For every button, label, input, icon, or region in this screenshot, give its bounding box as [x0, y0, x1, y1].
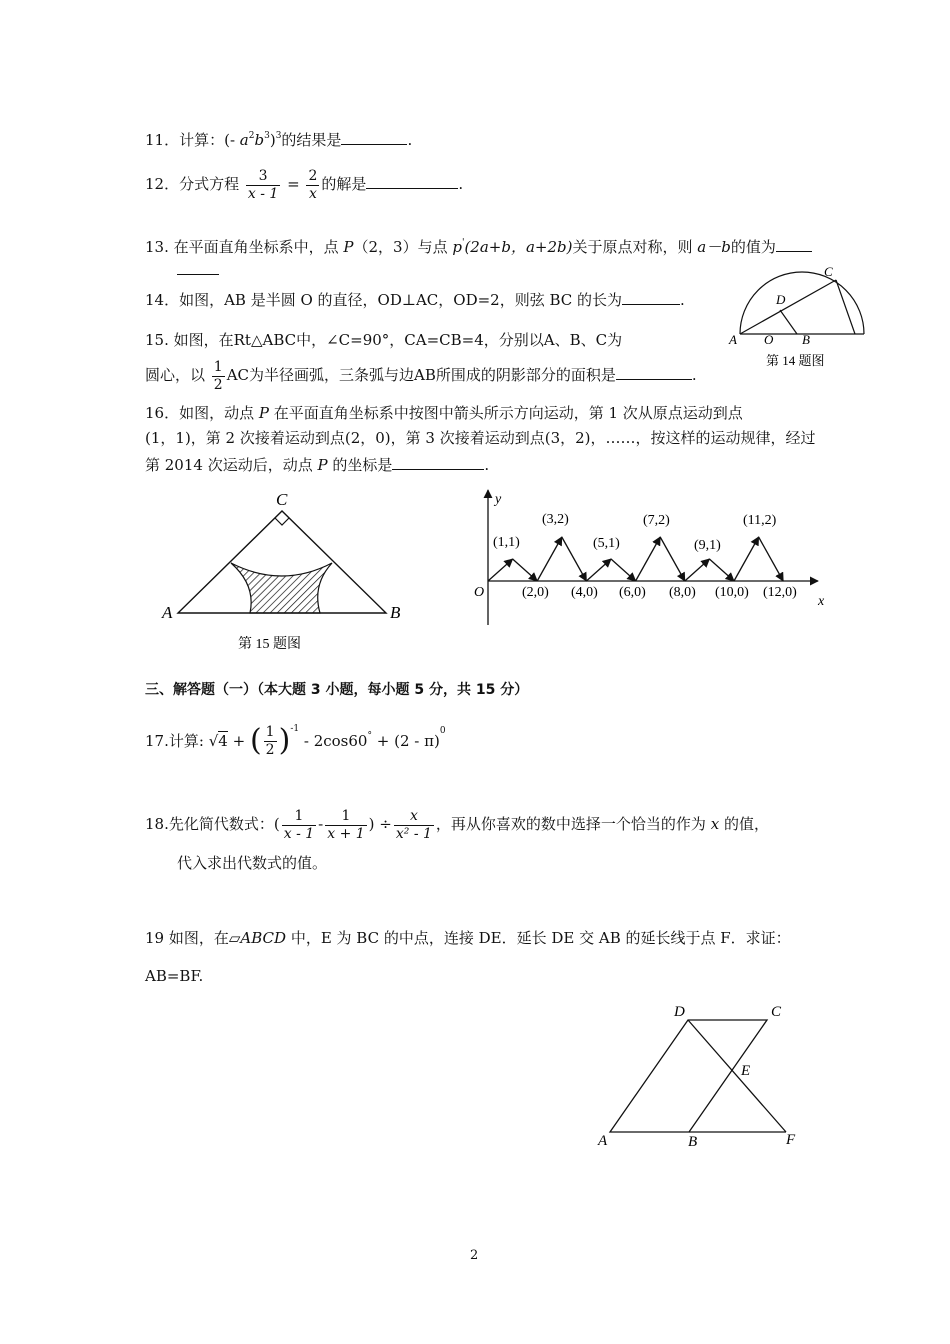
top-label: (1,1) — [493, 535, 520, 550]
semicircle-arc — [740, 272, 864, 334]
chord-ac — [740, 280, 836, 334]
bottom-label: (4,0) — [571, 585, 598, 600]
question-19-line2: AB=BF. — [145, 967, 204, 985]
bottom-label: (12,0) — [763, 585, 797, 600]
question-16-line2: (1，1)，第 2 次接着运动到点(2，0)，第 3 次接着运动到点(3，2)，……，按这样的运动规律，经过 — [145, 429, 816, 447]
motion-segment — [759, 537, 784, 581]
question-16-line3: 第 2014 次运动后，动点 P 的坐标是 . — [145, 453, 489, 475]
label-e: E — [741, 1063, 751, 1079]
question-13-blank — [177, 258, 219, 280]
question-18: 18.先化简代数式：( $\frac{1}{x - 1}$ - $\frac{1}{x + 1}$ ) ÷ $\frac{x}{\text{x² - 1}}$ ，再从你喜欢的数中选择一个恰当的作为 x 的值， — [145, 807, 769, 842]
caption-15: 第 15 题图 — [238, 637, 301, 652]
segment-od — [780, 310, 797, 334]
motion-segment — [636, 537, 661, 581]
bottom-label: (8,0) — [669, 585, 696, 600]
figure-14 — [720, 262, 870, 372]
figure-16 — [462, 485, 837, 630]
label-c: C — [771, 1004, 782, 1020]
label-c: C — [276, 490, 288, 509]
chord-bc — [836, 280, 855, 334]
bottom-label: (10,0) — [715, 585, 749, 600]
label-y: y — [495, 492, 502, 507]
question-19-line1: 19 如图，在▱ABCD 中，E 为 BC 的中点，连接 DE．延长 DE 交 AB 的延长线于点 F．求证： — [145, 929, 791, 947]
right-angle-mark — [275, 518, 289, 525]
shaded-region — [231, 563, 332, 613]
top-label: (11,2) — [743, 513, 777, 528]
figure-19 — [590, 1000, 810, 1155]
top-label: (5,1) — [593, 536, 620, 551]
label-x: x — [818, 594, 825, 609]
motion-segment — [586, 559, 611, 581]
label-b: B — [688, 1134, 698, 1150]
motion-segment — [513, 559, 538, 581]
bottom-label: (6,0) — [619, 585, 646, 600]
motion-segment — [685, 559, 710, 581]
figure-15 — [150, 485, 420, 660]
label-o: O — [764, 332, 774, 347]
label-d: D — [776, 292, 786, 307]
top-label: (9,1) — [694, 538, 721, 553]
label-b: B — [390, 603, 401, 622]
motion-segment — [488, 559, 513, 581]
question-11: 11．计算：(- $a^2b^3)^3$的结果是 . — [145, 128, 412, 153]
label-origin: O — [474, 585, 485, 600]
label-b: B — [802, 332, 810, 347]
motion-segment — [660, 537, 685, 581]
top-label: (3,2) — [542, 512, 569, 527]
label-a: A — [598, 1133, 608, 1149]
label-d: D — [674, 1004, 685, 1020]
question-14: 14．如图，AB 是半圆 O 的直径，OD⊥AC，OD=2，则弦 BC 的长为 . — [145, 288, 685, 310]
motion-segment — [537, 537, 562, 581]
label-c: C — [824, 264, 833, 279]
label-a: A — [162, 603, 173, 622]
section-3-title: 三、解答题（一）（本大题 3 小题，每小题 5 分，共 15 分） — [145, 682, 529, 698]
line-df — [688, 1020, 786, 1132]
question-16-line1: 16．如图，动点 P 在平面直角坐标系中按图中箭头所示方向运动，第 1 次从原点运动到点 — [145, 404, 743, 422]
top-label: (7,2) — [643, 513, 670, 528]
label-f: F — [786, 1132, 796, 1148]
motion-segment — [709, 559, 734, 581]
question-15-line1: 15. 如图，在Rt△ABC中，∠C=90°，CA=CB=4，分别以A、B、C为 — [145, 331, 623, 349]
question-15-line2: 圆心，以 $\frac{1}{2}$ AC为半径画弧，三条弧与边AB所围成的阴影部分的面积是 . — [145, 358, 697, 393]
motion-segment — [562, 537, 587, 581]
motion-segment — [734, 537, 759, 581]
bottom-label: (2,0) — [522, 585, 549, 600]
question-12: 12．分式方程 $\frac{3}{x - 1}$ = $\frac{2}{x}$ 的解是 . — [145, 167, 464, 202]
question-17: 17.计算: √4 + ( $\frac{1}{2}$ )$^{-1}$ - 2cos60° + (2 - π)$^0$ — [145, 723, 446, 758]
caption-14: 第 14 题图 — [766, 353, 825, 368]
label-a: A — [729, 332, 737, 347]
motion-segment — [611, 559, 636, 581]
question-13: 13. 在平面直角坐标系中，点 P（2，3）与点 p'(2a+b，a+2b)关于原点对称，则 a－b的值为 — [145, 235, 812, 260]
page-number: 2 — [470, 1248, 479, 1263]
question-18-line2: 代入求出代数式的值。 — [177, 854, 328, 872]
